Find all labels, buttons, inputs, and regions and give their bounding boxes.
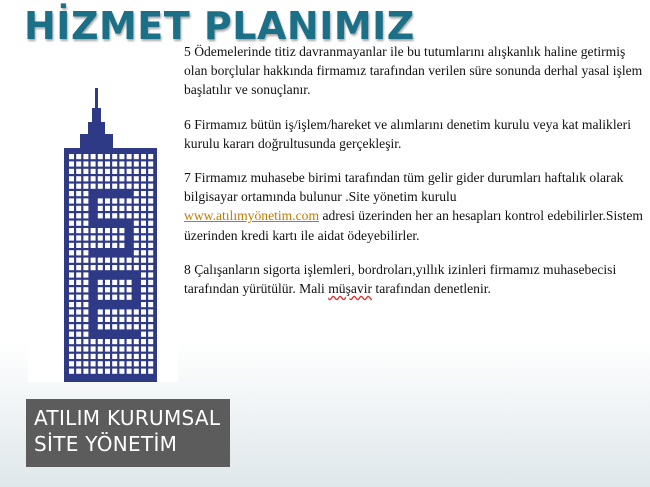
- paragraph-8-flagged-word: müşavir: [328, 281, 373, 297]
- paragraph-7-line2: adresi üzerinden her an hesapları kontrol edebilirler.Sistem üzerinden kredi kartı ile aidat ödeyebilirler.: [184, 208, 643, 243]
- paragraph-8-part-b: tarafından denetlenir.: [372, 281, 491, 297]
- paragraph-8: [184, 260, 644, 298]
- website-link[interactable]: www.atılımyönetim.com: [184, 208, 320, 224]
- slide-title: HİZMET PLANIMIZ: [24, 4, 415, 48]
- paragraph-7-line1: 7 Firmamız muhasebe birimi tarafından tüm gelir gider durumları haftalık olarak bilgisayar ortamında bulunur .Site yönetim kurulu: [184, 170, 624, 205]
- paragraph-8-part-a: 8 Çalışanların sigorta işlemleri, bordroları,yıllık izinleri firmamız muhasebecisi tarafından yürütülür. Mali: [184, 261, 617, 297]
- body-text: [184, 42, 644, 313]
- brand-line-1: ATILIM KURUMSAL: [34, 406, 221, 430]
- paragraph-6-text: 6 Firmamız bütün iş/işlem/hareket ve alımlarını denetim kurulu veya kat malikleri kurulu kararı doğrultusunda gerçekleşir.: [184, 116, 631, 151]
- brand-line-2: SİTE YÖNETİM: [34, 432, 178, 456]
- paragraph-8-text: [184, 260, 644, 298]
- paragraph-6: [184, 115, 644, 153]
- brand-logo-box: [26, 399, 230, 467]
- building-logo-icon: [28, 80, 178, 382]
- paragraph-5-text: 5 Ödemelerinde titiz davranmayanlar ile bu tutumlarını alışkanlık haline getirmiş olan borçlular hakkında firmamız tarafından verilen süre sonunda derhal yasal işlem başlatılır ve sonuçlanır.: [184, 44, 643, 98]
- paragraph-5: [184, 42, 644, 100]
- paragraph-7: [184, 168, 644, 245]
- paragraph-7-rest: [184, 206, 644, 244]
